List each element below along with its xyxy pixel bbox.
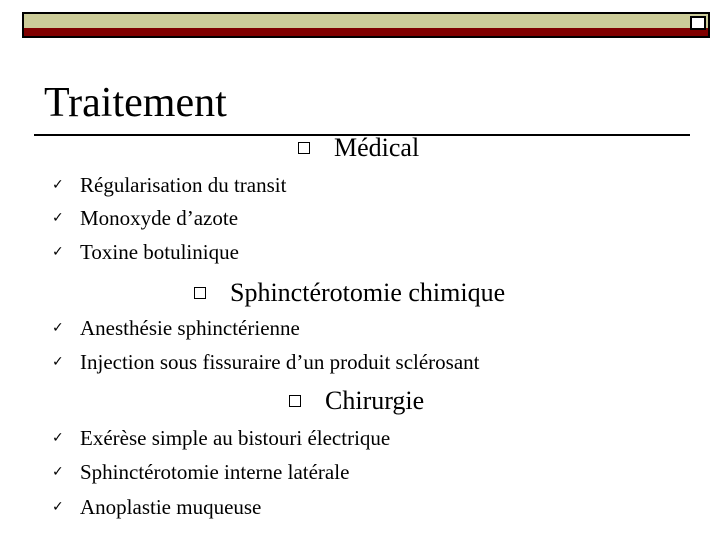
hollow-square-icon	[289, 395, 301, 407]
list-item-label: Régularisation du transit	[80, 172, 287, 197]
header-corner-box	[690, 16, 706, 30]
section-heading-label: Chirurgie	[325, 386, 425, 415]
checkmark-icon: ✓	[52, 354, 64, 370]
section-heading-label: Sphinctérotomie chimique	[230, 278, 506, 307]
checkmark-icon: ✓	[52, 210, 64, 226]
checkmark-icon: ✓	[52, 320, 64, 336]
section-heading-chemical	[194, 278, 505, 308]
hollow-square-icon	[298, 142, 310, 154]
section-heading-label: Médical	[334, 133, 420, 162]
list-item-label: Injection sous fissuraire d’un produit sclérosant	[80, 349, 480, 374]
checkmark-icon: ✓	[52, 464, 64, 480]
header-accent-band	[24, 28, 708, 36]
section-heading-medical	[298, 133, 419, 163]
slide-header-bar	[22, 12, 710, 38]
list-item-label: Anoplastie muqueuse	[80, 494, 262, 519]
list-item	[52, 311, 300, 345]
section-heading-surgery	[289, 386, 424, 416]
list-item	[52, 168, 286, 202]
list-item	[52, 421, 390, 455]
list-item	[52, 490, 261, 524]
checkmark-icon: ✓	[52, 177, 64, 193]
list-item-label: Toxine botulinique	[80, 239, 239, 264]
hollow-square-icon	[194, 287, 206, 299]
list-item-label: Anesthésie sphinctérienne	[80, 315, 300, 340]
list-item	[52, 455, 349, 489]
slide-title: Traitement	[44, 80, 227, 126]
list-item-label: Sphinctérotomie interne latérale	[80, 459, 350, 484]
checkmark-icon: ✓	[52, 499, 64, 515]
list-item	[52, 235, 239, 269]
list-item-label: Exérèse simple au bistouri électrique	[80, 425, 391, 450]
list-item	[52, 201, 238, 235]
list-item-label: Monoxyde d’azote	[80, 205, 239, 230]
list-item	[52, 345, 480, 379]
checkmark-icon: ✓	[52, 430, 64, 446]
checkmark-icon: ✓	[52, 244, 64, 260]
